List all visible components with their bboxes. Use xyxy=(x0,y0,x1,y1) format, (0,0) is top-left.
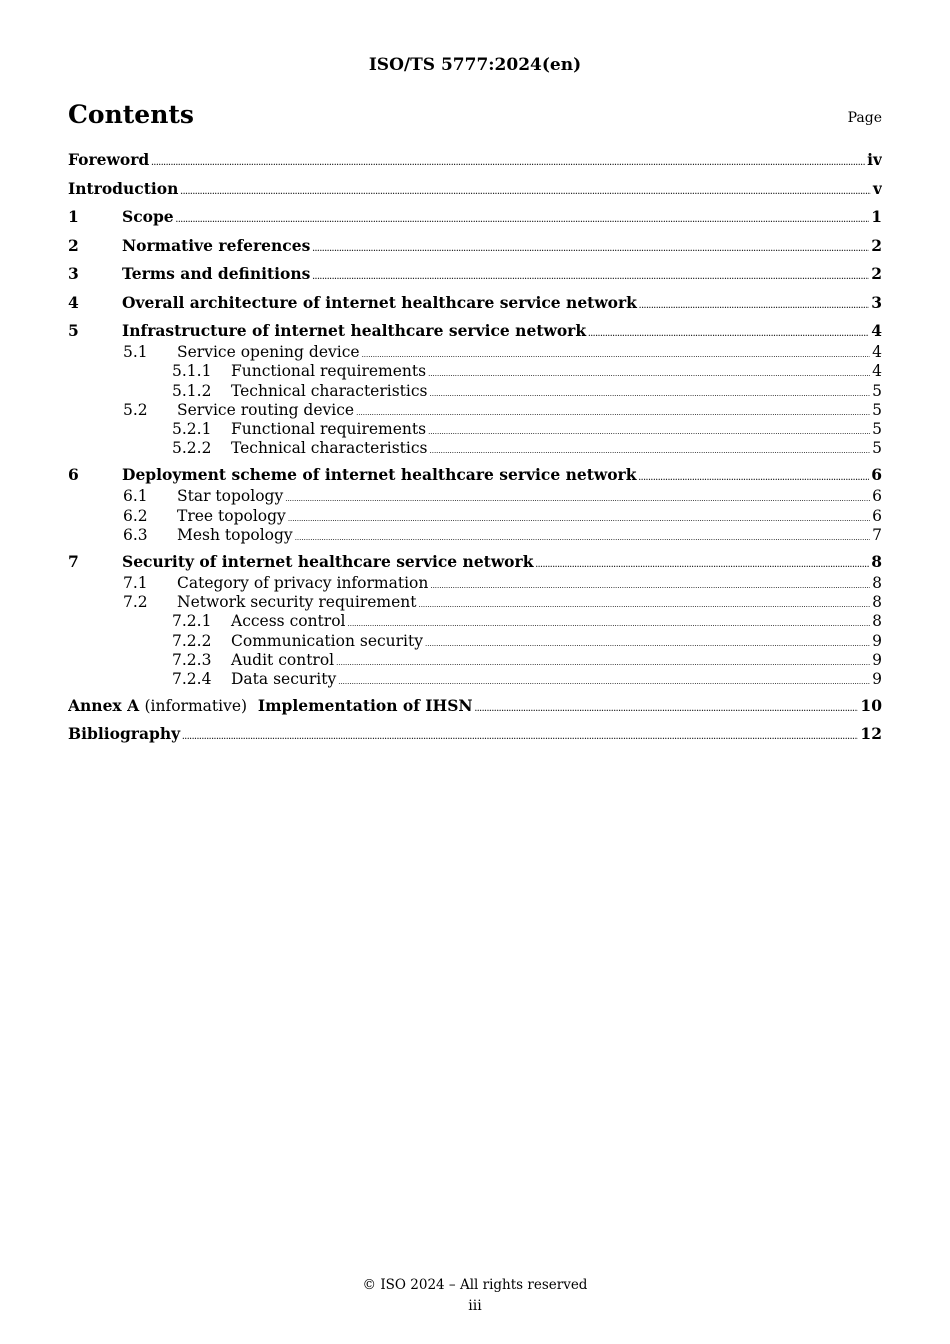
section-page: 7 xyxy=(872,525,882,544)
section-number: 5 xyxy=(68,321,79,340)
dot-leader xyxy=(475,704,859,713)
section-number: 6.2 xyxy=(123,506,148,525)
dot-leader xyxy=(535,560,869,569)
dot-leader xyxy=(295,534,870,542)
bibliography-page: 12 xyxy=(860,724,882,744)
document-id: ISO/TS 5777:2024(en) xyxy=(368,55,582,75)
section-title: Functional requirements xyxy=(231,420,427,439)
annex-title: Implementation of IHSN xyxy=(257,695,473,715)
dot-leader xyxy=(312,244,869,253)
section-title: Overall architecture of internet healthcare service network xyxy=(122,292,637,312)
section-number: 7.2.3 xyxy=(172,650,212,669)
annex-prefix: Annex A xyxy=(68,695,140,715)
section-number: 7.2.2 xyxy=(172,631,212,650)
section-page: 3 xyxy=(871,292,882,312)
toc-entry[interactable] xyxy=(68,632,882,651)
section-number: 7.2 xyxy=(123,592,148,611)
section-number: 5.1.2 xyxy=(172,381,212,400)
section-page: 5 xyxy=(872,400,882,419)
section-page: iv xyxy=(867,150,882,169)
dot-leader xyxy=(288,515,870,523)
section-title: Terms and definitions xyxy=(122,264,311,283)
section-page: 5 xyxy=(872,420,882,439)
section-number: 4 xyxy=(68,292,79,312)
toc-entry[interactable] xyxy=(68,439,882,458)
section-title: Audit control xyxy=(231,650,335,669)
table-of-contents xyxy=(68,150,882,746)
toc-entry[interactable] xyxy=(68,179,882,201)
section-title: Normative references xyxy=(122,235,311,255)
toc-entry[interactable] xyxy=(68,574,882,593)
section-page: 1 xyxy=(871,207,882,226)
section-number: 5.2.1 xyxy=(172,420,212,439)
toc-entry[interactable] xyxy=(68,207,882,229)
section-page: 4 xyxy=(872,343,882,361)
dot-leader xyxy=(418,601,870,609)
section-title: Security of internet healthcare service network xyxy=(122,551,534,571)
dot-leader xyxy=(356,409,870,417)
section-page: 5 xyxy=(872,381,882,400)
dot-leader xyxy=(588,329,869,338)
toc-entry[interactable] xyxy=(68,293,882,315)
section-page: v xyxy=(872,178,882,198)
section-title: Technical characteristics xyxy=(231,439,428,458)
toc-entry-bibliography[interactable] xyxy=(68,724,882,746)
toc-entry[interactable] xyxy=(68,487,882,506)
toc-entry[interactable] xyxy=(68,401,882,420)
dot-leader xyxy=(182,732,858,741)
dot-leader xyxy=(430,390,871,398)
toc-entry[interactable] xyxy=(68,343,882,362)
toc-entry-annex-a[interactable] xyxy=(68,696,882,718)
section-title: Network security requirement xyxy=(177,592,417,611)
toc-entry[interactable] xyxy=(68,382,882,401)
section-number: 7.2.4 xyxy=(172,670,212,689)
section-title: Communication security xyxy=(231,631,424,650)
section-number: 1 xyxy=(68,207,79,226)
dot-leader xyxy=(430,582,870,590)
section-number: 7 xyxy=(68,551,79,571)
toc-entry[interactable] xyxy=(68,362,882,381)
section-page: 2 xyxy=(871,235,882,255)
section-title: Functional requirements xyxy=(231,362,427,381)
dot-leader xyxy=(312,272,869,281)
section-title: Foreword xyxy=(68,150,150,169)
section-title: Technical characteristics xyxy=(231,381,428,400)
dot-leader xyxy=(639,301,869,310)
section-page: 6 xyxy=(872,487,882,506)
toc-entry[interactable] xyxy=(68,651,882,670)
dot-leader xyxy=(151,158,865,167)
section-page: 8 xyxy=(871,551,882,571)
toc-entry[interactable] xyxy=(68,526,882,545)
dot-leader xyxy=(285,495,870,503)
section-number: 5.2 xyxy=(123,400,148,419)
dot-leader xyxy=(348,620,871,628)
dot-leader xyxy=(176,215,870,224)
section-title: Mesh topology xyxy=(177,525,293,544)
toc-entry[interactable] xyxy=(68,321,882,343)
bibliography-title: Bibliography xyxy=(68,724,181,744)
page-column-label: Page xyxy=(847,110,882,126)
page-number: iii xyxy=(468,1298,482,1314)
toc-entries xyxy=(68,150,882,689)
section-page: 4 xyxy=(872,362,882,381)
section-number: 5.1 xyxy=(123,343,148,361)
dot-leader xyxy=(638,473,869,482)
section-title: Introduction xyxy=(68,178,179,198)
section-title: Scope xyxy=(122,207,174,226)
toc-entry[interactable] xyxy=(68,552,882,574)
dot-leader xyxy=(428,428,870,436)
section-number: 6 xyxy=(68,465,79,485)
toc-entry[interactable] xyxy=(68,420,882,439)
section-title: Access control xyxy=(231,612,346,631)
section-title: Tree topology xyxy=(177,506,286,525)
section-number: 6.1 xyxy=(123,487,148,506)
dot-leader xyxy=(425,640,870,648)
section-page: 5 xyxy=(872,439,882,458)
section-number: 6.3 xyxy=(123,525,148,544)
contents-heading: Contents xyxy=(68,100,195,129)
toc-entry[interactable] xyxy=(68,670,882,689)
toc-entry[interactable] xyxy=(68,593,882,612)
section-title: Infrastructure of internet healthcare service network xyxy=(122,321,587,340)
annex-page: 10 xyxy=(860,695,882,715)
dot-leader xyxy=(362,351,871,359)
toc-entry[interactable] xyxy=(68,236,882,258)
dot-leader xyxy=(430,447,871,455)
section-title: Data security xyxy=(231,670,337,689)
dot-leader xyxy=(336,659,870,667)
section-page: 4 xyxy=(871,321,882,340)
section-number: 3 xyxy=(68,264,79,283)
section-page: 2 xyxy=(871,264,882,283)
toc-entry[interactable] xyxy=(68,150,882,172)
section-number: 5.1.1 xyxy=(172,362,212,381)
section-page: 9 xyxy=(872,670,882,689)
dot-leader xyxy=(338,678,870,686)
section-number: 7.2.1 xyxy=(172,612,212,631)
section-page: 6 xyxy=(871,465,882,485)
copyright-notice: © ISO 2024 – All rights reserved xyxy=(362,1277,588,1293)
section-title: Star topology xyxy=(177,487,284,506)
section-number: 5.2.2 xyxy=(172,439,212,458)
section-page: 8 xyxy=(872,592,882,611)
section-title: Category of privacy information xyxy=(177,573,429,592)
section-page: 6 xyxy=(872,506,882,525)
section-page: 9 xyxy=(872,650,882,669)
section-number: 2 xyxy=(68,235,79,255)
toc-entry[interactable] xyxy=(68,612,882,631)
annex-note: (informative) xyxy=(144,696,248,715)
section-title: Deployment scheme of internet healthcare service network xyxy=(122,465,637,485)
section-number: 7.1 xyxy=(123,573,148,592)
section-title: Service routing device xyxy=(177,400,355,419)
dot-leader xyxy=(428,370,870,378)
section-page: 9 xyxy=(872,631,882,650)
section-title: Service opening device xyxy=(177,343,360,361)
toc-entry[interactable] xyxy=(68,264,882,286)
toc-entry[interactable] xyxy=(68,465,882,487)
dot-leader xyxy=(180,187,871,196)
section-page: 8 xyxy=(872,573,882,592)
section-page: 8 xyxy=(872,612,882,631)
toc-entry[interactable] xyxy=(68,507,882,526)
